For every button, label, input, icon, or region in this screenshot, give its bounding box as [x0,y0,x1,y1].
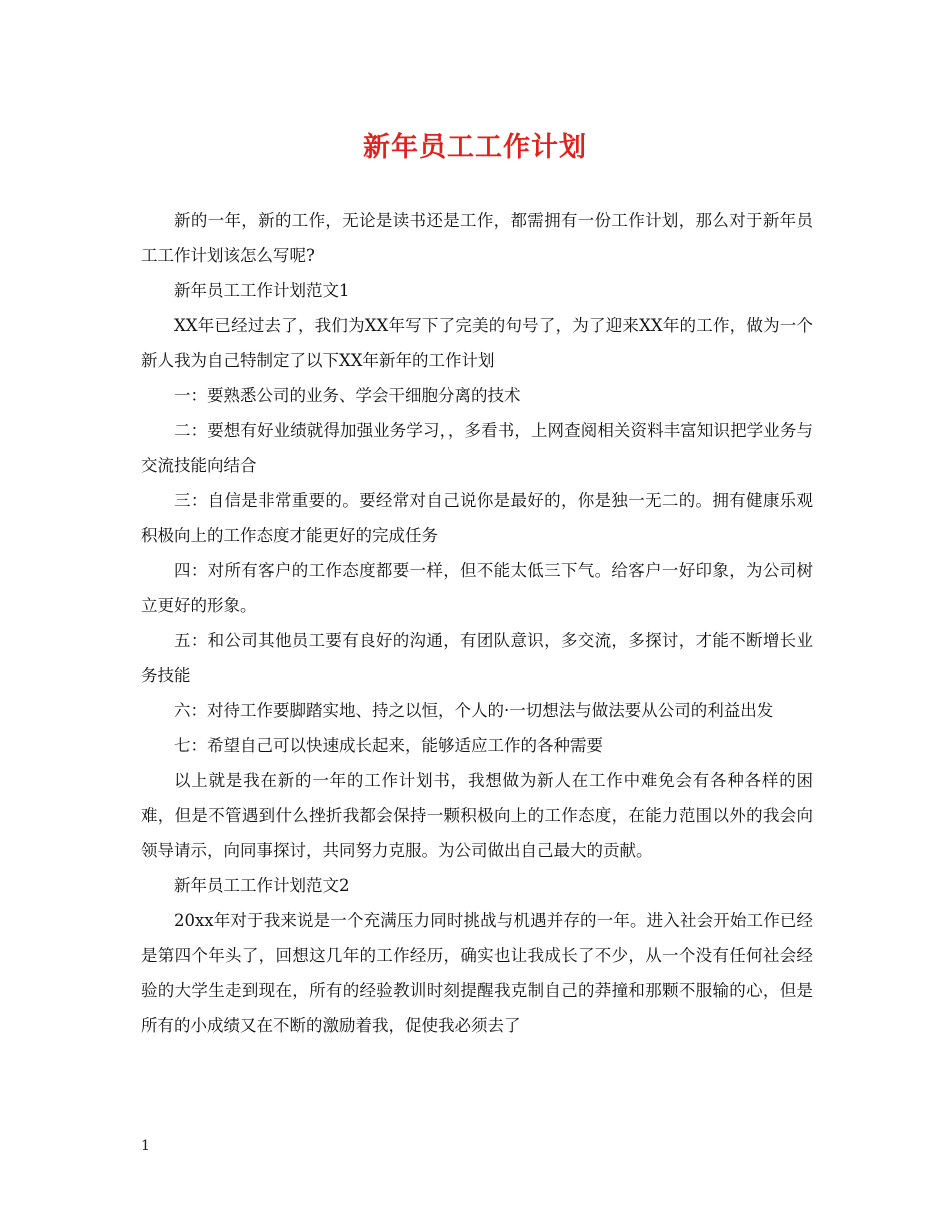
list-item-2: 二：要想有好业绩就得加强业务学习，，多看书，上网查阅相关资料丰富知识把学业务与交流技能向结合 [141,421,813,475]
document-title: 新年员工工作计划 [363,132,587,163]
section-heading-sample-2: 新年员工工作计划范文2 [174,876,350,895]
list-item-3: 三：自信是非常重要的。要经常对自己说你是最好的，你是独一无二的。拥有健康乐观积极向上的工作态度才能更好的完成任务 [141,491,813,545]
list-item-4: 四：对所有客户的工作态度都要一样，但不能太低三下气。给客户一好印象，为公司树立更好的形象。 [141,561,813,615]
page-number: 1 [141,1138,150,1154]
list-item-1: 一：要熟悉公司的业务、学会干细胞分离的技术 [174,386,521,405]
section-heading-sample-1: 新年员工工作计划范文1 [174,281,350,300]
paragraph-intro: 新的一年，新的工作，无论是读书还是工作，都需拥有一份工作计划，那么对于新年员工工作计划该怎么写呢? [141,211,813,265]
paragraph: XX年已经过去了，我们为XX年写下了完美的句号了，为了迎来XX年的工作，做为一个新人我为自己特制定了以下XX年新年的工作计划 [141,316,813,370]
list-item-7: 七：希望自己可以快速成长起来，能够适应工作的各种需要 [174,736,603,755]
list-item-5: 五：和公司其他员工要有良好的沟通，有团队意识，多交流，多探讨，才能不断增长业务技能 [141,631,813,685]
document-body [141,203,813,1043]
list-item-6: 六：对待工作要脚踏实地、持之以恒，个人的·一切想法与做法要从公司的利益出发 [174,701,774,720]
paragraph: 20xx年对于我来说是一个充满压力同时挑战与机遇并存的一年。进入社会开始工作已经是第四个年头了，回想这几年的工作经历，确实也让我成长了不少，从一个没有任何社会经验的大学生走到现在，所有的经验教训时刻提醒我克制自己的莽撞和那颗不服输的心，但是所有的小成绩又在不断的激励着我，促使我必须去了 [141,911,813,1035]
paragraph-conclusion: 以上就是我在新的一年的工作计划书，我想做为新人在工作中难免会有各种各样的困难，但是不管遇到什么挫折我都会保持一颗积极向上的工作态度，在能力范围以外的我会向领导请示，向同事探讨，共同努力克服。为公司做出自己最大的贡献。 [141,771,813,860]
